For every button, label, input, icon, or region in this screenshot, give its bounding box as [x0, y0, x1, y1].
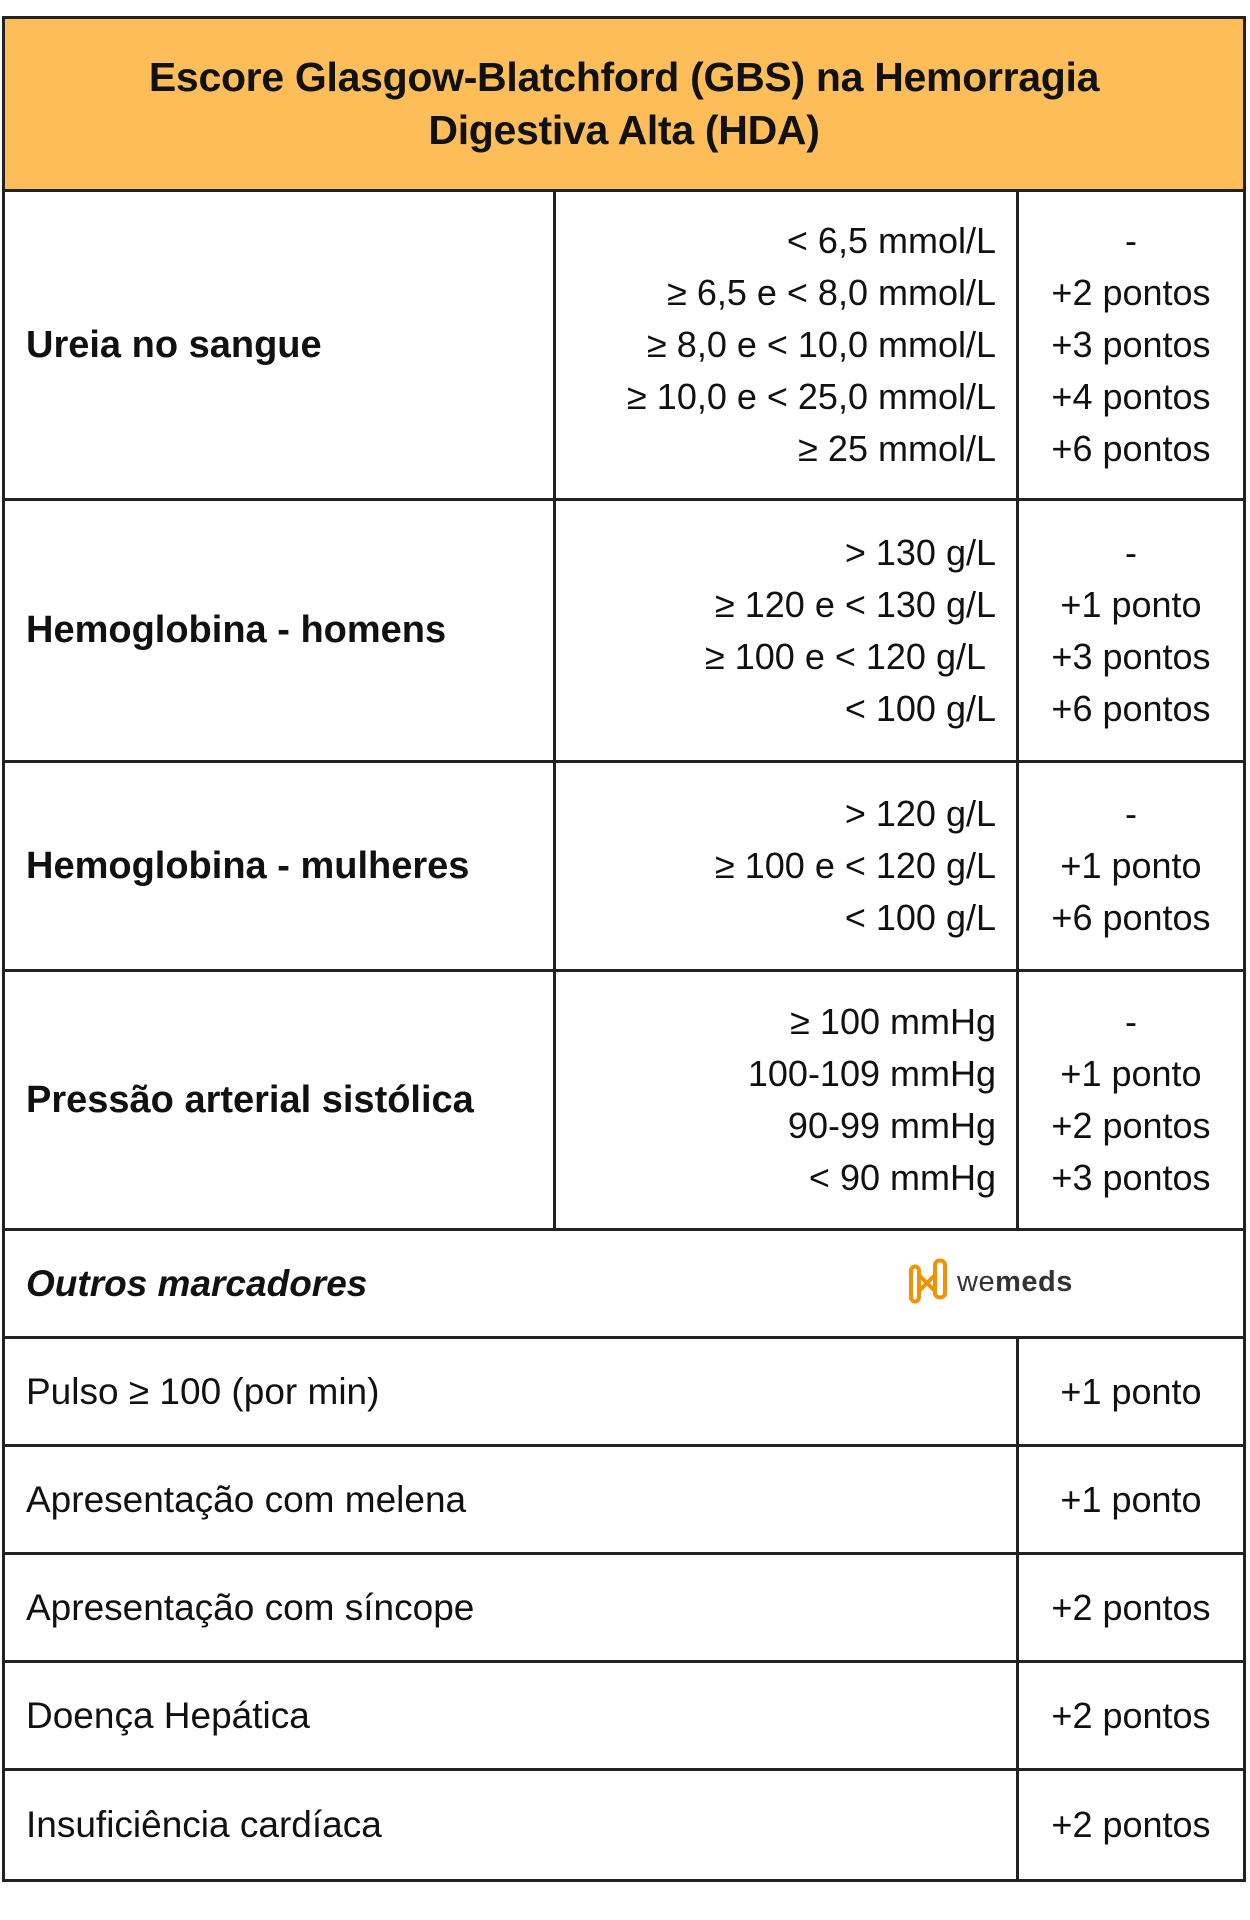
marker-points: +2 pontos — [1051, 1694, 1211, 1736]
range-item: ≥ 100 mmHg — [790, 1001, 996, 1042]
points-item: - — [1125, 220, 1137, 261]
other-marker-row — [5, 1555, 1243, 1663]
range-item: < 100 g/L — [844, 687, 996, 729]
points-item: +1 ponto — [1060, 845, 1202, 886]
points-item: +2 pontos — [1051, 272, 1211, 313]
section-row-hemoglobina-homens — [5, 501, 1243, 763]
wemeds-logo-icon — [905, 1257, 951, 1307]
section-label: Pressão arterial sistólica — [5, 972, 556, 1228]
marker-points: +1 ponto — [1060, 1478, 1202, 1520]
section-ranges — [556, 763, 1019, 969]
points-item: - — [1125, 793, 1137, 834]
points-item: - — [1125, 1001, 1137, 1042]
range-item: ≥ 120 e < 130 g/L — [715, 583, 996, 625]
other-marker-row — [5, 1339, 1243, 1447]
other-marker-row — [5, 1663, 1243, 1771]
marker-points: +1 ponto — [1060, 1370, 1202, 1412]
other-markers-header — [5, 1231, 1243, 1339]
range-item: ≥ 10,0 e < 25,0 mmol/L — [627, 376, 996, 417]
range-item: ≥ 8,0 e < 10,0 mmol/L — [647, 324, 996, 365]
points-item: +2 pontos — [1051, 1105, 1211, 1146]
section-row-hemoglobina-mulheres — [5, 763, 1243, 972]
points-item: +3 pontos — [1051, 324, 1211, 365]
wemeds-logo — [905, 1257, 1073, 1307]
range-item: ≥ 100 e < 120 g/L — [705, 635, 986, 677]
range-item: ≥ 25 mmol/L — [798, 428, 996, 469]
range-item: > 130 g/L — [844, 531, 996, 573]
marker-label: Insuficiência cardíaca — [5, 1771, 1019, 1879]
range-item: ≥ 100 e < 120 g/L — [715, 845, 996, 886]
title-line-2: Digestiva Alta (HDA) — [428, 107, 820, 153]
wemeds-wordmark: wemeds — [957, 1265, 1073, 1298]
range-item: < 90 mmHg — [808, 1157, 996, 1198]
range-item: < 6,5 mmol/L — [786, 220, 996, 261]
section-points — [1019, 192, 1243, 498]
section-points — [1019, 763, 1243, 969]
points-item: +1 ponto — [1060, 583, 1202, 625]
section-ranges — [556, 192, 1019, 498]
other-markers-label: Outros marcadores — [26, 1262, 368, 1304]
table-title — [149, 51, 1099, 157]
points-item: +6 pontos — [1051, 897, 1211, 938]
marker-points: +2 pontos — [1051, 1804, 1211, 1845]
section-row-ureia — [5, 192, 1243, 501]
points-item: - — [1125, 531, 1137, 573]
gbs-score-table — [2, 16, 1246, 1882]
points-item: +3 pontos — [1051, 635, 1211, 677]
points-item: +6 pontos — [1051, 687, 1211, 729]
points-item: +4 pontos — [1051, 376, 1211, 417]
other-marker-row — [5, 1771, 1243, 1879]
section-label: Hemoglobina - mulheres — [5, 763, 556, 969]
points-item: +6 pontos — [1051, 428, 1211, 469]
marker-label: Pulso ≥ 100 (por min) — [5, 1339, 1019, 1444]
other-marker-row — [5, 1447, 1243, 1555]
marker-label: Apresentação com síncope — [5, 1555, 1019, 1660]
section-label: Hemoglobina - homens — [5, 501, 556, 760]
table-header — [5, 19, 1243, 192]
marker-label: Apresentação com melena — [5, 1447, 1019, 1552]
section-ranges — [556, 972, 1019, 1228]
title-line-1: Escore Glasgow-Blatchford (GBS) na Hemorragia — [148, 54, 1100, 100]
range-item: ≥ 6,5 e < 8,0 mmol/L — [667, 272, 996, 313]
section-ranges — [556, 501, 1019, 760]
marker-points: +2 pontos — [1051, 1586, 1211, 1628]
points-item: +3 pontos — [1051, 1157, 1211, 1198]
section-label: Ureia no sangue — [5, 192, 556, 498]
range-item: > 120 g/L — [844, 793, 996, 834]
points-item: +1 ponto — [1060, 1053, 1202, 1094]
range-item: 90-99 mmHg — [787, 1105, 996, 1146]
section-points — [1019, 501, 1243, 760]
section-row-pressao-arterial — [5, 972, 1243, 1231]
section-points — [1019, 972, 1243, 1228]
range-item: < 100 g/L — [844, 897, 996, 938]
range-item: 100-109 mmHg — [747, 1053, 996, 1094]
marker-label: Doença Hepática — [5, 1663, 1019, 1768]
